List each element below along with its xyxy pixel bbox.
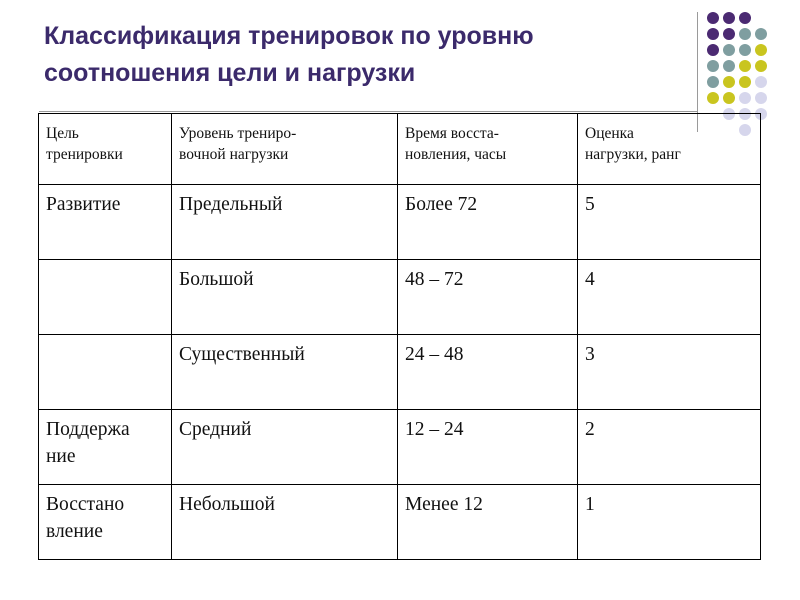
cell-load-rank: 2: [578, 410, 761, 485]
header-goal: Цель тренировки: [39, 114, 172, 185]
table-row: [39, 410, 761, 485]
decorative-dot: [707, 28, 719, 40]
cell-load-level: Существенный: [172, 335, 398, 410]
cell-goal: Развитие: [39, 185, 172, 260]
cell-goal: Восстано вление: [39, 485, 172, 560]
decorative-dot: [739, 92, 751, 104]
cell-goal: [39, 335, 172, 410]
cell-recovery-time: Более 72: [398, 185, 578, 260]
cell-recovery-time: 48 – 72: [398, 260, 578, 335]
table-row: [39, 485, 761, 560]
cell-load-level: Средний: [172, 410, 398, 485]
cell-goal: Поддержа ние: [39, 410, 172, 485]
decorative-dot: [723, 60, 735, 72]
header-load-rank: Оценка нагрузки, ранг: [578, 114, 761, 185]
decorative-horizontal-line: [39, 111, 697, 112]
cell-load-level: Небольшой: [172, 485, 398, 560]
decorative-dot: [707, 60, 719, 72]
decorative-dot: [707, 92, 719, 104]
decorative-dot: [755, 76, 767, 88]
decorative-dot: [707, 12, 719, 24]
cell-recovery-time: 12 – 24: [398, 410, 578, 485]
cell-recovery-time: Менее 12: [398, 485, 578, 560]
decorative-dot: [707, 44, 719, 56]
decorative-dot: [739, 76, 751, 88]
decorative-dot: [723, 76, 735, 88]
decorative-dot: [755, 28, 767, 40]
cell-load-level: Большой: [172, 260, 398, 335]
slide-title: Классификация тренировок по уровню соотношения цели и нагрузки: [44, 22, 534, 87]
decorative-dot: [755, 44, 767, 56]
cell-goal: [39, 260, 172, 335]
decorative-dot: [723, 12, 735, 24]
cell-load-level: Предельный: [172, 185, 398, 260]
cell-load-rank: 4: [578, 260, 761, 335]
decorative-dot: [723, 28, 735, 40]
cell-load-rank: 3: [578, 335, 761, 410]
table-row: [39, 185, 761, 260]
cell-recovery-time: 24 – 48: [398, 335, 578, 410]
table-row: [39, 335, 761, 410]
decorative-dot: [739, 60, 751, 72]
cell-load-rank: 1: [578, 485, 761, 560]
header-load-level: Уровень трениро- вочной нагрузки: [172, 114, 398, 185]
decorative-dot: [739, 12, 751, 24]
cell-load-rank: 5: [578, 185, 761, 260]
decorative-dot: [739, 44, 751, 56]
decorative-dot: [723, 44, 735, 56]
decorative-dot: [739, 28, 751, 40]
table-row: [39, 260, 761, 335]
training-classification-table: [38, 113, 761, 560]
decorative-dot: [707, 76, 719, 88]
header-recovery-time: Время восста- новления, часы: [398, 114, 578, 185]
decorative-dot: [723, 92, 735, 104]
decorative-dot: [755, 60, 767, 72]
decorative-dot: [755, 92, 767, 104]
table-header-row: [39, 114, 761, 185]
